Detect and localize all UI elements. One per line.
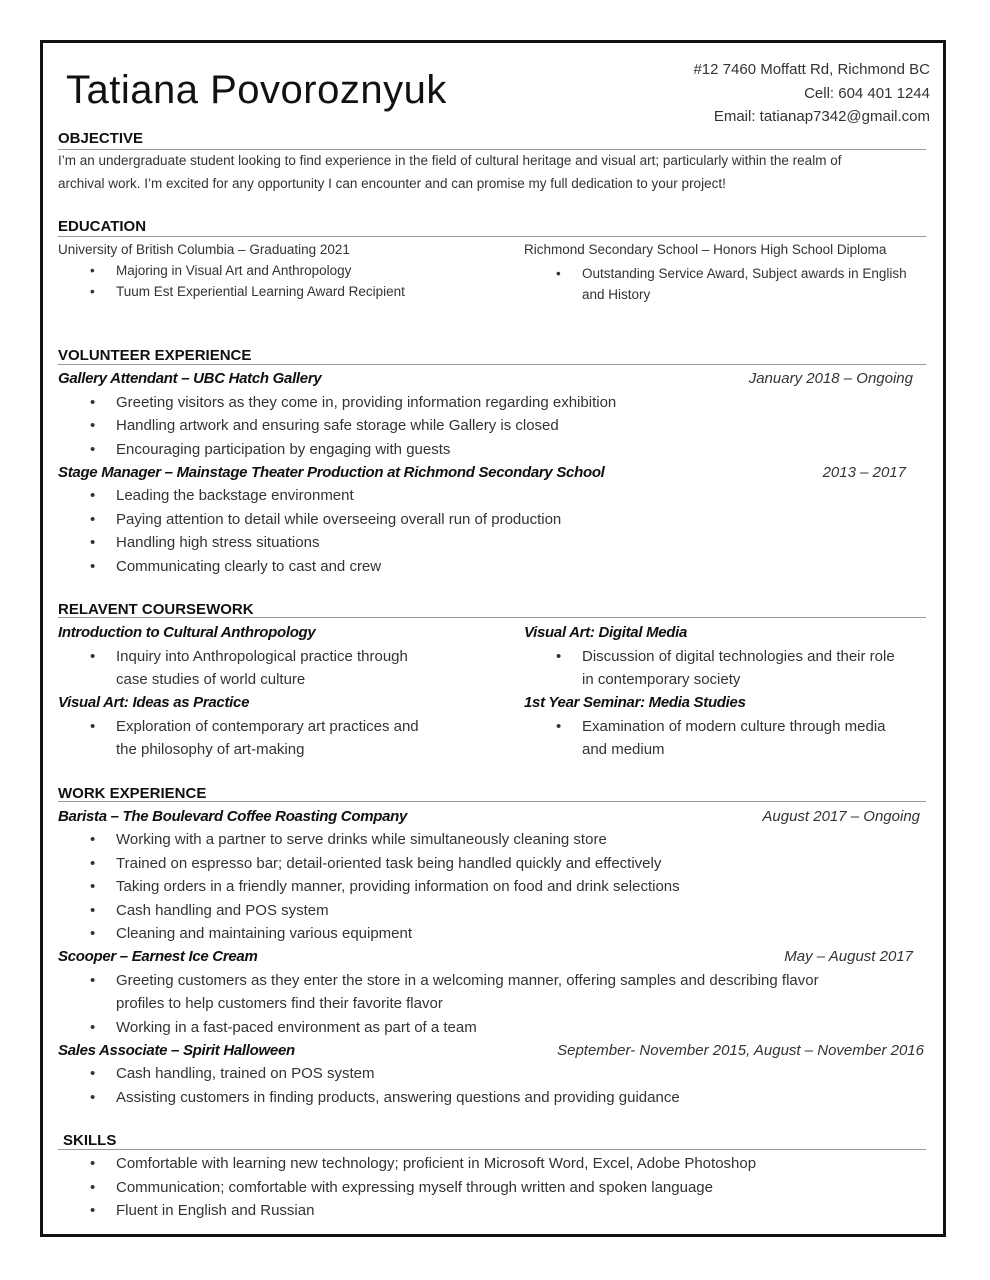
job-date: January 2018 – Ongoing	[748, 370, 913, 387]
job-title: Sales Associate – Spirit Halloween	[58, 1042, 295, 1059]
address: #12 7460 Moffatt Rd, Richmond BC	[693, 61, 930, 78]
list-item: • Comfortable with learning new technology; proficient in Microsoft Word, Excel, Adobe Photoshop	[90, 1155, 757, 1172]
cell-phone: Cell: 604 401 1244	[804, 85, 930, 102]
list-item: • Fluent in English and Russian	[90, 1202, 315, 1219]
list-item: • Exploration of contemporary art practices and	[90, 718, 419, 735]
section-divider	[58, 1149, 926, 1150]
highschool-entry: Richmond Secondary School – Honors High School Diploma	[524, 242, 887, 257]
list-item-continuation: and History	[582, 287, 651, 302]
university-entry: University of British Columbia – Graduating 2021	[58, 242, 350, 257]
list-item-continuation: case studies of world culture	[116, 671, 306, 688]
education-heading: EDUCATION	[58, 218, 147, 235]
list-item: • Assisting customers in finding products, answering questions and providing guidance	[90, 1089, 680, 1106]
list-item: • Taking orders in a friendly manner, providing information on food and drink selections	[90, 878, 680, 895]
coursework-heading: RELAVENT COURSEWORK	[58, 601, 254, 618]
list-item: • Cleaning and maintaining various equipment	[90, 925, 413, 942]
section-divider	[58, 236, 926, 237]
list-item: • Handling high stress situations	[90, 534, 320, 551]
list-item: • Communicating clearly to cast and crew	[90, 558, 382, 575]
course-title: Visual Art: Digital Media	[524, 624, 688, 641]
job-title: Barista – The Boulevard Coffee Roasting Company	[58, 808, 408, 825]
job-date: May – August 2017	[784, 948, 913, 965]
list-item-continuation: profiles to help customers find their favorite flavor	[116, 995, 443, 1012]
list-item: • Greeting visitors as they come in, providing information regarding exhibition	[90, 394, 617, 411]
list-item: • Working with a partner to serve drinks while simultaneously cleaning store	[90, 831, 607, 848]
list-item-continuation: in contemporary society	[582, 671, 741, 688]
list-item: • Cash handling and POS system	[90, 902, 329, 919]
job-date: 2013 – 2017	[822, 464, 906, 481]
list-item: • Discussion of digital technologies and their role	[556, 648, 895, 665]
list-item: • Examination of modern culture through media	[556, 718, 886, 735]
objective-line: archival work. I’m excited for any opportunity I can encounter and can promise my full dedication to your project!	[58, 176, 726, 191]
list-item: • Leading the backstage environment	[90, 487, 354, 504]
list-item: • Inquiry into Anthropological practice through	[90, 648, 408, 665]
list-item: • Communication; comfortable with expressing myself through written and spoken language	[90, 1179, 713, 1196]
list-item: • Outstanding Service Award, Subject awards in English	[556, 266, 907, 281]
job-title: Scooper – Earnest Ice Cream	[58, 948, 258, 965]
list-item: • Working in a fast-paced environment as part of a team	[90, 1019, 477, 1036]
list-item: • Cash handling, trained on POS system	[90, 1065, 375, 1082]
work-heading: WORK EXPERIENCE	[58, 785, 207, 802]
applicant-name: Tatiana Povoroznyuk	[66, 68, 447, 112]
list-item: • Handling artwork and ensuring safe storage while Gallery is closed	[90, 417, 559, 434]
section-divider	[58, 801, 926, 802]
list-item: • Greeting customers as they enter the store in a welcoming manner, offering samples and describing flavor	[90, 972, 819, 989]
list-item: • Trained on espresso bar; detail-oriented task being handled quickly and effectively	[90, 855, 662, 872]
job-title: Gallery Attendant – UBC Hatch Gallery	[58, 370, 322, 387]
section-divider	[58, 617, 926, 618]
list-item-continuation: the philosophy of art-making	[116, 741, 305, 758]
section-divider	[58, 149, 926, 150]
course-title: Visual Art: Ideas as Practice	[58, 694, 250, 711]
job-date: September- November 2015, August – November 2016	[557, 1042, 924, 1059]
list-item: • Majoring in Visual Art and Anthropology	[90, 263, 352, 278]
objective-heading: OBJECTIVE	[58, 130, 144, 147]
volunteer-heading: VOLUNTEER EXPERIENCE	[58, 347, 252, 364]
course-title: Introduction to Cultural Anthropology	[58, 624, 316, 641]
skills-heading: SKILLS	[63, 1132, 117, 1149]
objective-line: I’m an undergraduate student looking to find experience in the field of cultural heritage and visual art; particularly within the realm of	[58, 153, 842, 168]
course-title: 1st Year Seminar: Media Studies	[524, 694, 746, 711]
list-item: • Paying attention to detail while overseeing overall run of production	[90, 511, 562, 528]
list-item: • Encouraging participation by engaging with guests	[90, 441, 451, 458]
email: Email: tatianap7342@gmail.com	[713, 108, 930, 125]
list-item-continuation: and medium	[582, 741, 665, 758]
job-date: August 2017 – Ongoing	[762, 808, 920, 825]
job-title: Stage Manager – Mainstage Theater Production at Richmond Secondary School	[58, 464, 605, 481]
list-item: • Tuum Est Experiential Learning Award Recipient	[90, 284, 405, 299]
section-divider	[58, 364, 926, 365]
